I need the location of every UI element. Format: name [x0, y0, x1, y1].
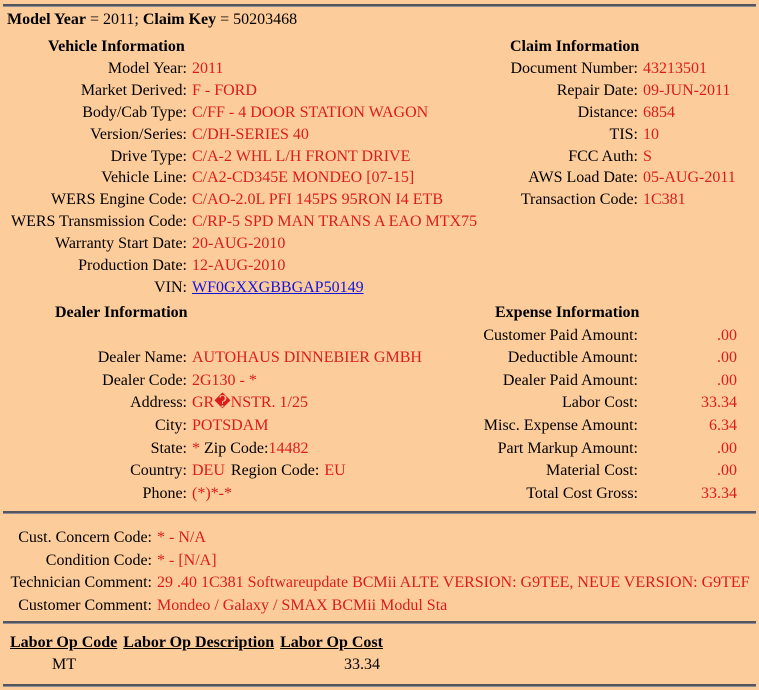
expense-row-total-cost-gross: [440, 483, 759, 506]
field-value: GR�NSTR. 1/25: [192, 394, 308, 412]
expense-row-material-cost: [440, 460, 759, 483]
field-value: 10: [643, 125, 659, 143]
model-year-key-value: = 2011;: [85, 11, 143, 28]
field-label: FCC Auth:: [568, 147, 638, 165]
claim-row-fcc-auth: [440, 146, 759, 168]
field-label: Version/Series:: [90, 125, 187, 143]
claim-information-section: [440, 36, 759, 211]
section-divider: [3, 621, 756, 624]
vehicle-row-wers-transmission-code: [0, 211, 478, 233]
field-value: * - [N/A]: [157, 551, 217, 569]
claim-row-transaction-code: [440, 189, 759, 211]
field-value: AUTOHAUS DINNEBIER GMBH: [192, 349, 422, 367]
vehicle-row-production-date: [0, 255, 440, 277]
field-label: Cust. Concern Code:: [18, 529, 152, 546]
field-label: AWS Load Date:: [528, 169, 638, 187]
dealer-row-phone: [0, 483, 440, 506]
field-label: Phone:: [142, 484, 187, 502]
field-value: C/RP-5 SPD MAN TRANS A EAO MTX75: [192, 213, 478, 231]
field-label: Part Markup Amount:: [497, 439, 638, 457]
comment-row-technician: [0, 572, 759, 595]
comment-row-customer: [0, 595, 759, 618]
dealer-information-heading: Dealer Information: [55, 304, 188, 321]
field-label: Technician Comment:: [10, 574, 152, 592]
field-label: WERS Transmission Code:: [10, 213, 187, 231]
field-label: Vehicle Line:: [101, 169, 187, 187]
model-year-key-label: Model Year: [7, 11, 86, 28]
vehicle-row-body-cab-type: [0, 102, 440, 124]
spacer-row: [0, 325, 440, 348]
amount-value: 33.34: [701, 394, 737, 412]
field-label: Condition Code:: [45, 551, 152, 569]
labor-op-table-header: [0, 632, 759, 654]
dealer-row-city: [0, 415, 440, 438]
claim-row-document-number: [440, 58, 759, 80]
dealer-row-code: [0, 370, 440, 393]
field-label: Body/Cab Type:: [82, 103, 187, 121]
field-value: 2011: [192, 59, 224, 77]
bottom-divider: [3, 684, 756, 687]
amount-value: .00: [717, 371, 737, 389]
expense-row-misc-expense: [440, 415, 759, 438]
field-value: C/DH-SERIES 40: [192, 125, 309, 143]
labor-op-cost-header: Labor Op Cost: [280, 634, 383, 651]
dealer-row-country-region: [0, 460, 440, 483]
vehicle-row-warranty-start-date: [0, 233, 440, 255]
vin-link[interactable]: WF0GXXGBBGAP50149: [192, 278, 364, 296]
comments-section: [0, 527, 759, 617]
dealer-row-address: [0, 392, 440, 415]
amount-value: .00: [717, 439, 737, 457]
comment-row-concern-code: [0, 527, 759, 550]
field-label: Distance:: [577, 103, 638, 121]
field-value: F - FORD: [192, 81, 257, 99]
field-value: 20-AUG-2010: [192, 235, 286, 253]
dealer-information-section: [0, 302, 440, 505]
claim-key-value: = 50203468: [216, 11, 298, 28]
field-label: TIS:: [609, 125, 638, 143]
vehicle-row-drive-type: [0, 146, 440, 168]
field-value: C/FF - 4 DOOR STATION WAGON: [192, 103, 429, 121]
field-label: VIN:: [154, 278, 187, 296]
vehicle-row-vehicle-line: [0, 167, 440, 189]
field-label: Document Number:: [510, 59, 638, 77]
expense-information-heading: Expense Information: [495, 304, 640, 321]
labor-op-cost-cell: 33.34: [344, 656, 380, 673]
field-label: Address:: [130, 394, 187, 412]
field-value: (*)*-*: [192, 484, 232, 502]
field-label: Labor Cost:: [562, 394, 638, 412]
field-label: Dealer Code:: [102, 371, 187, 389]
expense-row-dealer-paid: [440, 370, 759, 393]
vehicle-row-version-series: [0, 124, 440, 146]
amount-value: 33.34: [701, 484, 737, 502]
top-divider: [3, 4, 756, 7]
comment-row-condition-code: [0, 550, 759, 573]
field-value: * - N/A: [157, 529, 206, 546]
field-label: Customer Paid Amount:: [483, 326, 638, 344]
field-label: Deductible Amount:: [507, 349, 638, 367]
field-label: WERS Engine Code:: [51, 191, 187, 209]
field-label: Dealer Paid Amount:: [502, 371, 638, 389]
amount-value: 6.34: [709, 416, 737, 434]
field-value: 6854: [643, 103, 675, 121]
field-value: 43213501: [643, 59, 707, 77]
country-label: Country:: [130, 462, 187, 480]
labor-op-table: [0, 632, 759, 673]
field-value: 2G130 - *: [192, 371, 257, 389]
vehicle-row-vin: [0, 277, 440, 299]
section-divider: [3, 511, 756, 514]
field-value: C/A-2 WHL L/H FRONT DRIVE: [192, 147, 411, 165]
field-value: Mondeo / Galaxy / SMAX BCMii Modul Sta: [157, 596, 448, 614]
field-value: 1C381: [643, 191, 686, 209]
labor-op-code-cell: MT: [52, 656, 76, 673]
claim-key-label: Claim Key: [142, 11, 217, 28]
field-label: Material Cost:: [546, 462, 638, 480]
claim-header: [7, 10, 297, 30]
claim-row-aws-load-date: [440, 167, 759, 189]
amount-value: .00: [717, 326, 737, 344]
vehicle-row-market-derived: [0, 80, 440, 102]
vehicle-row-wers-engine-code: [0, 189, 443, 211]
field-label: Dealer Name:: [97, 349, 187, 367]
vehicle-row-model-year: [0, 58, 440, 80]
field-label: Production Date:: [78, 257, 187, 275]
field-value: C/A2-CD345E MONDEO [07-15]: [192, 169, 415, 187]
field-value: POTSDAM: [192, 416, 269, 434]
expense-row-customer-paid: [440, 325, 759, 348]
field-label: Market Derived:: [80, 81, 187, 99]
field-label: Model Year:: [107, 59, 187, 77]
expense-information-section: [440, 302, 759, 505]
amount-value: .00: [717, 462, 737, 480]
expense-row-part-markup: [440, 438, 759, 461]
dealer-row-state-zip: [0, 438, 440, 461]
country-value: DEU: [192, 462, 225, 480]
field-label: Transaction Code:: [520, 191, 638, 209]
claim-information-heading: Claim Information: [510, 38, 640, 55]
field-label: Customer Comment:: [18, 596, 152, 614]
field-label: Repair Date:: [556, 81, 638, 99]
field-value: 12-AUG-2010: [192, 257, 286, 275]
region-code-label: Region Code:: [230, 462, 320, 480]
state-value: *: [192, 439, 200, 457]
claim-row-distance: [440, 102, 759, 124]
vehicle-information-heading: Vehicle Information: [48, 38, 185, 55]
region-code-value: EU: [324, 462, 346, 480]
field-label: City:: [154, 416, 187, 434]
field-label: Warranty Start Date:: [55, 235, 187, 253]
field-label: Drive Type:: [110, 147, 187, 165]
field-label: Total Cost Gross:: [526, 484, 638, 502]
field-value: 05-AUG-2011: [643, 169, 736, 187]
field-value: S: [643, 147, 652, 165]
labor-op-description-header: Labor Op Description: [123, 634, 275, 651]
field-value: 09-JUN-2011: [643, 81, 731, 99]
zip-code-value: 14482: [268, 439, 309, 457]
field-value: C/AO-2.0L PFI 145PS 95RON I4 ETB: [192, 191, 443, 209]
state-label: State:: [150, 439, 187, 457]
field-label: Misc. Expense Amount:: [483, 416, 638, 434]
labor-op-code-header: Labor Op Code: [10, 634, 118, 651]
zip-code-label: Zip Code:: [204, 439, 269, 457]
expense-row-labor-cost: [440, 392, 759, 415]
claim-row-repair-date: [440, 80, 759, 102]
claim-row-tis: [440, 124, 759, 146]
amount-value: .00: [717, 349, 737, 367]
field-value: 29 .40 1C381 Softwareupdate BCMii ALTE VERSION: G9TEE, NEUE VERSION: G9TEF: [157, 574, 750, 592]
expense-row-deductible: [440, 347, 759, 370]
vehicle-information-section: [0, 36, 478, 299]
dealer-row-name: [0, 347, 440, 370]
